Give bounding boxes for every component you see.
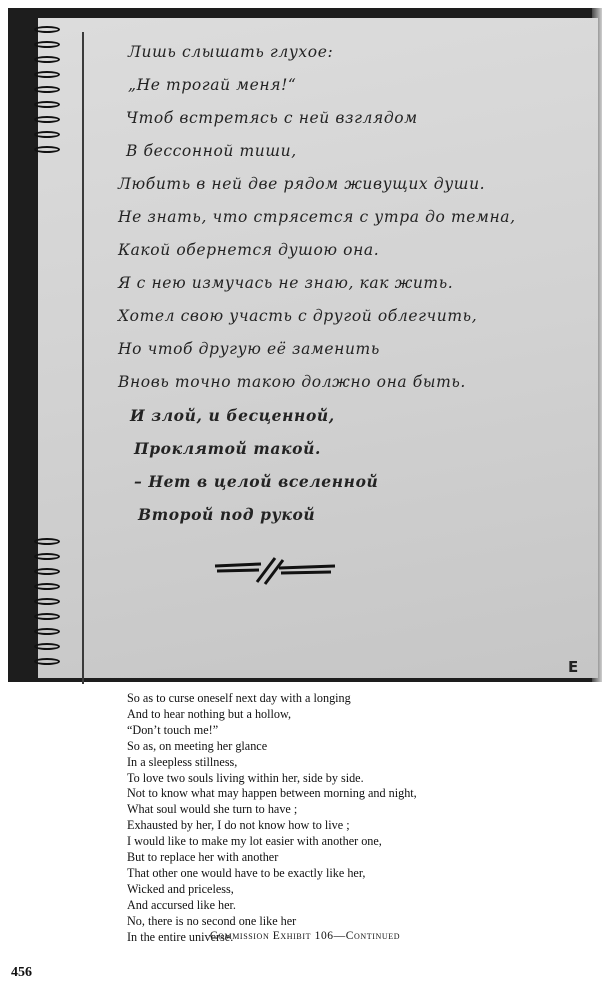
translation-line: Wicked and priceless, — [127, 881, 234, 896]
notebook-photo — [8, 8, 602, 682]
translation-line: To love two souls living within her, side by side. — [127, 770, 364, 785]
page-number: 456 — [11, 965, 32, 980]
spiral-ring — [34, 628, 60, 635]
english-translation — [127, 691, 597, 946]
handwritten-line: Чтоб встретясь с ней взглядом — [126, 109, 418, 127]
spiral-ring — [34, 568, 60, 575]
translation-line: In a sleepless stillness, — [127, 754, 238, 769]
spiral-binding-bottom — [32, 538, 62, 673]
section-divider-mark — [213, 554, 343, 588]
handwritten-line: – Нет в целой вселенной — [134, 472, 379, 491]
translation-line: Not to know what may happen between morning and night, — [127, 786, 417, 801]
handwritten-line: Второй под рукой — [138, 505, 316, 524]
handwritten-line: Какой обернется душою она. — [118, 241, 380, 259]
spiral-ring — [34, 658, 60, 665]
translation-line: And to hear nothing but a hollow, — [127, 706, 292, 721]
handwritten-line: И злой, и бесценной, — [130, 406, 335, 425]
spiral-ring — [34, 86, 60, 93]
handwritten-line: Не знать, что стрясется с утра до темна, — [118, 208, 516, 226]
handwritten-line: Я с нею измучась не знаю, как жить. — [118, 274, 454, 292]
handwritten-line: Вновь точно такою должно она быть. — [118, 373, 466, 391]
spiral-ring — [34, 146, 60, 153]
translation-line: What soul would she turn to have ; — [127, 802, 298, 817]
translation-line: But to replace her with another — [127, 850, 279, 865]
spiral-ring — [34, 101, 60, 108]
spiral-ring — [34, 71, 60, 78]
handwritten-line: Но чтоб другую её заменить — [118, 340, 380, 358]
handwritten-poem — [118, 36, 578, 531]
spiral-binding-top — [32, 26, 62, 166]
spiral-ring — [34, 613, 60, 620]
handwritten-line: Лишь слышать глухое: — [128, 43, 334, 61]
translation-line: Exhausted by her, I do not know how to live ; — [127, 818, 350, 833]
handwritten-line: В бессонной тиши, — [126, 142, 297, 160]
spiral-ring — [34, 41, 60, 48]
translation-line: I would like to make my lot easier with another one, — [127, 834, 382, 849]
translation-line: “Don’t touch me!” — [127, 722, 219, 737]
translation-line: So as to curse oneself next day with a longing — [127, 691, 351, 705]
translation-line: That other one would have to be exactly like her, — [127, 865, 366, 880]
margin-line — [82, 32, 84, 684]
spiral-ring — [34, 598, 60, 605]
spiral-ring — [34, 26, 60, 33]
spiral-ring — [34, 116, 60, 123]
exhibit-caption: Commission Exhibit 106—Continued — [209, 930, 401, 942]
spiral-ring — [34, 56, 60, 63]
spiral-ring — [34, 538, 60, 545]
translation-line: In the entire universe. — [127, 929, 234, 944]
translation-line: No, there is no second one like her — [127, 913, 297, 928]
corner-mark: E — [568, 658, 579, 676]
spiral-ring — [34, 131, 60, 138]
spiral-ring — [34, 643, 60, 650]
handwritten-line: „Не трогай меня!“ — [128, 76, 297, 94]
handwritten-line: Проклятой такой. — [134, 439, 321, 458]
handwritten-line: Любить в ней две рядом живущих души. — [118, 175, 486, 193]
translation-line: And accursed like her. — [127, 897, 236, 912]
handwritten-line: Хотел свою участь с другой облегчить, — [118, 307, 478, 325]
spiral-ring — [34, 583, 60, 590]
translation-line: So as, on meeting her glance — [127, 738, 268, 753]
spiral-ring — [34, 553, 60, 560]
